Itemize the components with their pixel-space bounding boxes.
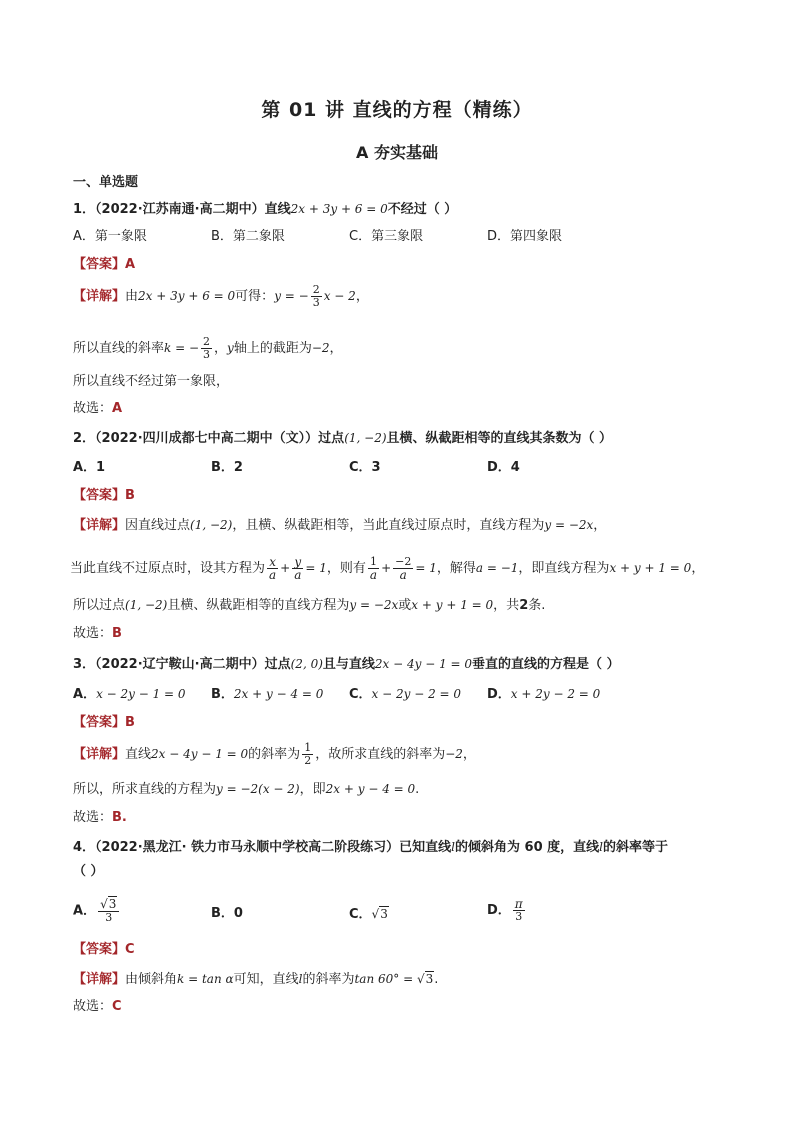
question-1-detail-line-1: 【详解】由2x + 3y + 6 = 0可得：y = − $\frac{2}{3}$ x − 2， xyxy=(73,283,369,309)
question-3-option-c: C．x − 2y − 2 = 0 xyxy=(349,687,462,702)
question-number: 1． xyxy=(73,202,96,217)
page-title: 第 01 讲 直线的方程（精练） xyxy=(261,99,533,121)
question-1-option-b: B．第二象限 xyxy=(211,229,285,244)
question-3-option-b: B．2x + y − 4 = 0 xyxy=(211,687,324,702)
question-number: 3． xyxy=(73,657,96,672)
question-3-stem: 3．（2022·辽宁鞍山·高二期中）过点(2, 0)且与直线2x − 4y − 1 = 0垂直的直线的方程是（ ） xyxy=(73,657,620,672)
question-1-detail-line-2: 所以直线的斜率k = − $\frac{2}{3}$ ，y轴上的截距为−2， xyxy=(73,335,343,361)
question-3-detail-line-1: 【详解】直线2x − 4y − 1 = 0的斜率为 $\frac{1}{2}$ ，故所求直线的斜率为−2， xyxy=(73,741,476,767)
fraction: $\frac{2}{3}$ xyxy=(312,283,320,309)
question-4-option-c: C．√3 xyxy=(349,907,388,922)
question-1-option-d: D．第四象限 xyxy=(487,229,563,244)
question-1-stem: 1．（2022·江苏南通·高二期中）直线2x + 3y + 6 = 0不经过（ ） xyxy=(73,202,458,217)
question-2-detail-line-1: 【详解】因直线过点(1, −2)，且横、纵截距相等，当此直线过原点时，直线方程为y = −2x， xyxy=(73,518,607,533)
question-source: （2022·江苏南通·高二期中） xyxy=(95,202,265,217)
section-heading: 一、单选题 xyxy=(73,175,139,190)
question-2-answer: 【答案】B xyxy=(73,488,135,503)
question-2-option-a: A．1 xyxy=(73,460,106,475)
question-4-option-d: D． $\frac{\pi}{3}$ xyxy=(487,897,523,923)
question-3-choose: 故选：B. xyxy=(73,810,127,825)
question-2-option-c: C．3 xyxy=(349,460,381,475)
question-source: （2022·辽宁鞍山·高二期中） xyxy=(95,657,265,672)
question-1-choose: 故选：A xyxy=(73,401,123,416)
question-4-option-b: B．0 xyxy=(211,906,243,921)
question-4-stem-line-2: （ ） xyxy=(73,864,104,879)
question-3-option-a: A．x − 2y − 1 = 0 xyxy=(73,687,186,702)
fraction: $\frac{2}{3}$ xyxy=(203,335,211,361)
question-4-option-a: A． $\frac{√3}{3}$ xyxy=(73,898,121,924)
question-3-detail-line-2: 所以，所求直线的方程为y = −2(x − 2)，即2x + y − 4 = 0. xyxy=(73,782,420,797)
question-number: 2． xyxy=(73,431,96,446)
question-number: 4． xyxy=(73,840,96,855)
question-4-choose: 故选：C xyxy=(73,999,122,1014)
question-3-answer: 【答案】B xyxy=(73,715,135,730)
question-2-option-b: B．2 xyxy=(211,460,243,475)
question-2-detail-line-2: 当此直线不过原点时，设其方程为 $\frac{x}{a}$ + $\frac{y}{a}$ = 1，则有 $\frac{1}{a}$ + $\frac{-2}{a}$ = 1，解得a = −1，即直线方程为x + y + 1 = 0， xyxy=(70,555,705,582)
question-1-detail-line-3: 所以直线不经过第一象限， xyxy=(73,374,230,389)
question-3-option-d: D．x + 2y − 2 = 0 xyxy=(487,687,601,702)
question-4-answer: 【答案】C xyxy=(73,942,135,957)
question-4-stem: 4．（2022·黑龙江· 铁力市马永顺中学校高二阶段练习）已知直线l的倾斜角为 60 度，直线l的斜率等于 xyxy=(73,840,669,855)
question-2-choose: 故选：B xyxy=(73,626,122,641)
question-4-detail-line-1: 【详解】由倾斜角k = tan α可知，直线l的斜率为tan 60° = √3. xyxy=(73,972,439,987)
question-1-option-a: A．第一象限 xyxy=(73,229,147,244)
question-2-stem: 2．（2022·四川成都七中高二期中（文））过点(1, −2)且横、纵截距相等的直线其条数为（ ） xyxy=(73,431,613,446)
equation: 2x + 3y + 6 = 0 xyxy=(290,202,388,216)
question-1-answer: 【答案】A xyxy=(73,257,136,272)
question-2-option-d: D．4 xyxy=(487,460,520,475)
question-1-option-c: C．第三象限 xyxy=(349,229,424,244)
question-2-detail-line-3: 所以过点(1, −2)且横、纵截距相等的直线方程为y = −2x或x + y + 1 = 0，共2条. xyxy=(73,598,546,613)
question-source: （2022·黑龙江· 铁力市马永顺中学校高二阶段练习） xyxy=(95,840,400,855)
question-source: （2022·四川成都七中高二期中（文）） xyxy=(95,431,319,446)
page-subtitle: A 夯实基础 xyxy=(356,143,438,162)
